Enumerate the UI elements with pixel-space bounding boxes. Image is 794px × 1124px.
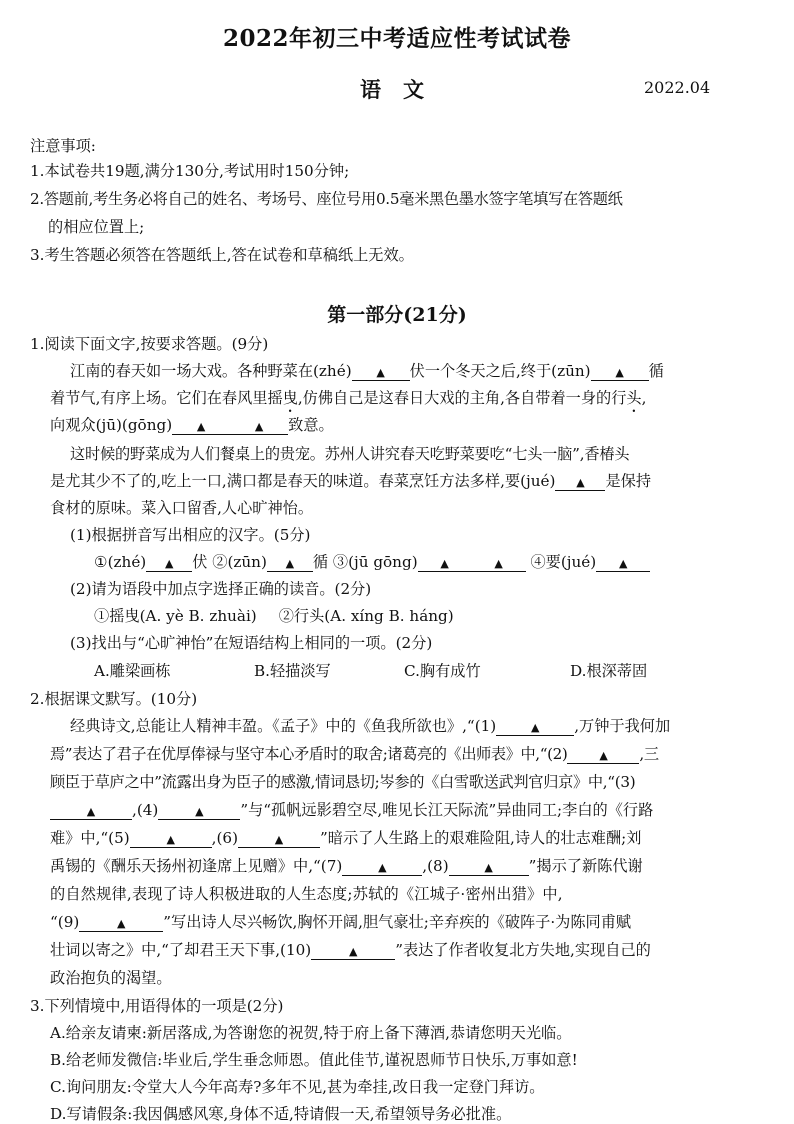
recite-blank-3 xyxy=(50,805,132,820)
q2-line5: 难》中,“(5)▲ ,(6)▲ ”暗示了人生路上的艰难险阻,诗人的壮志难酬;刘 xyxy=(50,828,790,848)
exam-date: 2022.04 xyxy=(644,78,711,97)
notice-item-2: 2.答题前,考生务必将自己的姓名、考场号、座位号用0.5毫米黑色墨水签字笔填写在答题纸 xyxy=(30,190,623,208)
q3-option-c: C.询问朋友:令堂大人今年高寿?多年不见,甚为牵挂,改日我一定登门拜访。 xyxy=(50,1078,545,1096)
q3-option-b: B.给老师发微信:毕业后,学生垂念师恩。值此佳节,谨祝恩师节日快乐,万事如意! xyxy=(50,1051,578,1069)
notice-item-1: 1.本试卷共19题,满分130分,考试用时150分钟; xyxy=(30,162,350,180)
dotted-char-tou: 头 xyxy=(626,389,642,407)
exam-title: 2022年初三中考适应性考试试卷 xyxy=(222,25,571,52)
recite-blank-7 xyxy=(342,861,422,876)
recite-blank-6 xyxy=(238,833,320,848)
answer-blank-3b xyxy=(472,557,526,572)
q3-stem: 3.下列情境中,用语得体的一项是(2分) xyxy=(30,997,284,1015)
dotted-char-ye: 曳 xyxy=(282,389,298,407)
q1-sub1: (1)根据拼音写出相应的汉字。(5分) xyxy=(70,526,311,544)
q1-sub3-options: A.雕梁画栋 B.轻描淡写 C.胸有成竹 D.根深蒂固 xyxy=(94,662,648,680)
answer-blank-3a xyxy=(418,557,472,572)
q2-line1: 经典诗文,总能让人精神丰盈。《孟子》中的《鱼我所欲也》,“(1)▲ ,万钟于我何加 xyxy=(70,716,794,736)
q1-para1-line2: 着节气,有序上场。它们在春风里摇曳,仿佛自己是这春日大戏的主角,各自带着一身的行头, xyxy=(50,389,647,407)
q1-para2-line1: 这时候的野菜成为人们餐桌上的贵宠。苏州人讲究春天吃野菜要吃“七头一脑”,香椿头 xyxy=(70,445,630,463)
q1-sub2-items: ①摇曳(A. yè B. zhuài) ②行头(A. xíng B. háng) xyxy=(94,607,454,625)
answer-blank-1 xyxy=(146,557,192,572)
blank-4 xyxy=(555,476,605,491)
q2-stem: 2.根据课文默写。(10分) xyxy=(30,690,198,708)
q2-line2: 焉”表达了君子在优厚俸禄与坚守本心矛盾时的取舍;诸葛亮的《出师表》中,“(2)▲ ,三 xyxy=(50,744,790,764)
answer-blank-2 xyxy=(267,557,313,572)
blank-1 xyxy=(352,366,410,381)
section-title: 第一部分(21分) xyxy=(327,304,467,326)
q3-option-d: D.写请假条:我因偶感风寒,身体不适,特请假一天,希望领导务必批准。 xyxy=(50,1105,512,1123)
notice-item-2-cont: 的相应位置上; xyxy=(48,218,145,236)
q1-stem: 1.阅读下面文字,按要求答题。(9分) xyxy=(30,335,269,353)
q1-para1-line3: 向观众(jū)(gōng)▲▲ 致意。 xyxy=(50,415,790,435)
q1-sub3: (3)找出与“心旷神怡”在短语结构上相同的一项。(2分) xyxy=(70,634,433,652)
recite-blank-9 xyxy=(79,917,163,932)
q2-line8: “(9)▲ ”写出诗人尽兴畅饮,胸怀开阔,胆气豪壮;辛弃疾的《破阵子·为陈同甫赋 xyxy=(50,912,790,932)
q1-para2-line3: 食材的原味。菜入口留香,人心旷神怡。 xyxy=(50,499,314,517)
blank-3a xyxy=(172,420,230,435)
recite-blank-5 xyxy=(130,833,212,848)
q2-line10: 政治抱负的渴望。 xyxy=(50,969,172,987)
q1-sub1-items: ①(zhé)▲ 伏 ②(zūn)▲ 循 ③(jū gōng)▲▲ ④要(jué)▲ xyxy=(94,552,794,572)
q1-para1-line1: 江南的春天如一场大戏。各种野菜在(zhé)▲ 伏一个冬天之后,终于(zūn)▲ 循 xyxy=(70,361,794,381)
recite-blank-1 xyxy=(496,721,574,736)
recite-blank-10 xyxy=(311,945,395,960)
q2-line3: 顾臣于草庐之中”流露出身为臣子的感激,情词恳切;岑参的《白雪歌送武判官归京》中,“(3) xyxy=(50,773,636,791)
recite-blank-2 xyxy=(567,749,639,764)
q2-line7: 的自然规律,表现了诗人积极进取的人生态度;苏轼的《江城子·密州出猎》中, xyxy=(50,885,563,903)
notice-heading: 注意事项: xyxy=(30,137,96,155)
q1-para2-line2: 是尤其少不了的,吃上一口,满口都是春天的味道。春菜烹饪方法多样,要(jué)▲ 是保持 xyxy=(50,471,790,491)
q2-line9: 壮词以寄之》中,“了却君王天下事,(10)▲ ”表达了作者收复北方失地,实现自己的 xyxy=(50,940,790,960)
notice-item-3: 3.考生答题必须答在答题纸上,答在试卷和草稿纸上无效。 xyxy=(30,246,414,264)
q3-option-a: A.给亲友请柬:新居落成,为答谢您的祝贺,特于府上备下薄酒,恭请您明天光临。 xyxy=(50,1024,572,1042)
q1-sub2: (2)请为语段中加点字选择正确的读音。(2分) xyxy=(70,580,372,598)
recite-blank-4 xyxy=(158,805,240,820)
subject-title: 语文 xyxy=(360,77,446,102)
answer-blank-4 xyxy=(596,557,650,572)
blank-2 xyxy=(591,366,649,381)
q2-line6: 禹锡的《酬乐天扬州初逢席上见赠》中,“(7)▲ ,(8)▲ ”揭示了新陈代谢 xyxy=(50,856,790,876)
recite-blank-8 xyxy=(449,861,529,876)
blank-3b xyxy=(230,420,288,435)
q2-line4: ▲,(4)▲ ”与“孤帆远影碧空尽,唯见长江天际流”异曲同工;李白的《行路 xyxy=(50,800,790,820)
